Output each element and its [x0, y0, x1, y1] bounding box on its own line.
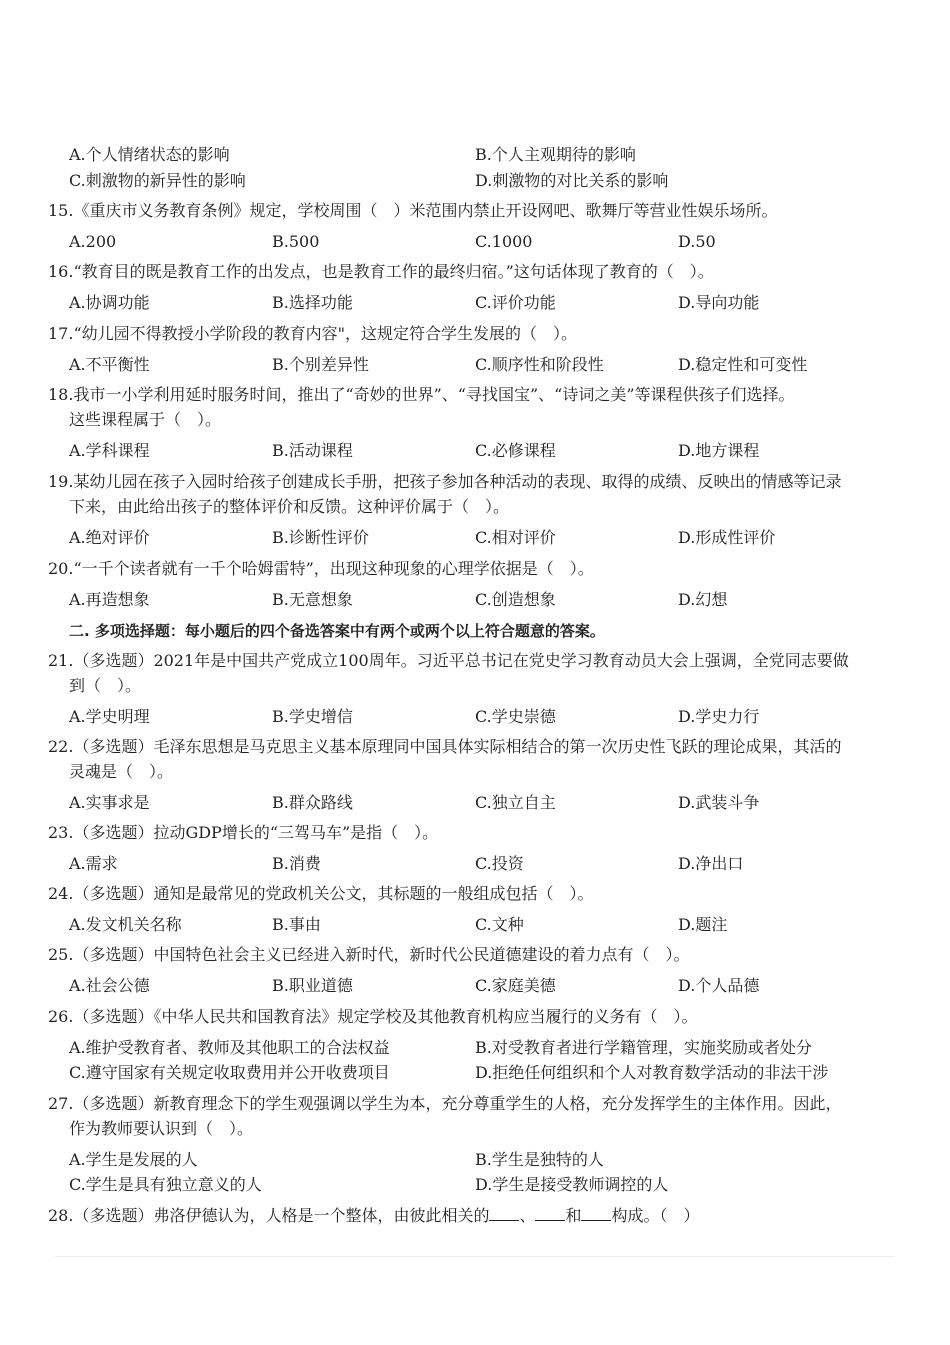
option-d: D.导向功能 — [678, 293, 760, 312]
question-26-options-row-1 — [69, 1036, 889, 1060]
option-c: C.必修课程 — [475, 441, 556, 460]
option-a: A.学史明理 — [69, 707, 150, 726]
blank-separator-2: 和 — [565, 1206, 582, 1225]
option-c: C.遵守国家有关规定收取费用并公开收费项目 — [69, 1063, 390, 1082]
option-b: B.个别差异性 — [272, 355, 369, 374]
option-c: C.顺序性和阶段性 — [475, 355, 604, 374]
option-a: A.200 — [69, 232, 117, 251]
option-b: B.消费 — [272, 854, 321, 873]
question-24-options — [69, 913, 889, 937]
question-21-continuation: 到（ ）。 — [69, 676, 142, 695]
option-a: A.社会公德 — [69, 976, 150, 995]
question-27: 27.（多选题）新教育理念下的学生观强调以学生为本，充分尊重学生的人格，充分发挥学生的主体作用。因此， — [48, 1094, 842, 1113]
option-d: D.拒绝任何组织和个人对教育数学活动的非法干涉 — [475, 1063, 829, 1082]
option-c: C.家庭美德 — [475, 976, 556, 995]
option-b: B.群众路线 — [272, 793, 353, 812]
question-19: 19.某幼儿园在孩子入园时给孩子创建成长手册，把孩子参加各种活动的表现、取得的成绩、反映出的情感等记录 — [48, 472, 842, 491]
question-16: 16.“教育目的既是教育工作的出发点，也是教育工作的最终归宿。”这句话体现了教育的（ ）。 — [48, 262, 714, 281]
question-28-text-part2: 构成。（ ） — [611, 1206, 700, 1225]
option-a: A.学生是发展的人 — [69, 1150, 198, 1169]
question-19-options — [69, 526, 889, 550]
fill-blank-2 — [535, 1204, 565, 1221]
option-a: A.个人情绪状态的影响 — [69, 145, 230, 164]
option-d: D.学史力行 — [678, 707, 760, 726]
option-b: B.无意想象 — [272, 590, 353, 609]
question-18-continuation: 这些课程属于（ ）。 — [69, 410, 222, 429]
option-c: C.投资 — [475, 854, 524, 873]
question-22-options — [69, 791, 889, 815]
question-25: 25.（多选题）中国特色社会主义已经进入新时代，新时代公民道德建设的着力点有（ ）。 — [48, 945, 690, 964]
prev-options-row-1 — [69, 143, 889, 167]
option-a: A.协调功能 — [69, 293, 150, 312]
option-c: C.独立自主 — [475, 793, 556, 812]
question-23: 23.（多选题）拉动GDP增长的“三驾马车”是指（ ）。 — [48, 823, 439, 842]
question-28 — [48, 1204, 888, 1228]
option-c: C.评价功能 — [475, 293, 556, 312]
question-15: 15.《重庆市义务教育条例》规定，学校周围（ ）米范围内禁止开设网吧、歌舞厅等营业性娱乐场所。 — [48, 201, 778, 220]
option-d: D.地方课程 — [678, 441, 760, 460]
blank-separator-1: 、 — [519, 1206, 536, 1225]
option-a: A.学科课程 — [69, 441, 150, 460]
question-17: 17.“幼儿园不得教授小学阶段的教育内容"，这规定符合学生发展的（ ）。 — [48, 324, 577, 343]
option-d: D.学生是接受教师调控的人 — [475, 1175, 669, 1194]
option-a: A.再造想象 — [69, 590, 150, 609]
option-b: B.事由 — [272, 915, 321, 934]
question-20: 20.“一千个读者就有一千个哈姆雷特”，出现这种现象的心理学依据是（ ）。 — [48, 559, 594, 578]
option-c: C.1000 — [475, 232, 533, 251]
option-a: A.需求 — [69, 854, 118, 873]
option-c: C.文种 — [475, 915, 524, 934]
question-15-options — [69, 230, 889, 254]
option-d: D.个人品德 — [678, 976, 760, 995]
question-26: 26.（多选题）《中华人民共和国教育法》规定学校及其他教育机构应当履行的义务有（ ）。 — [48, 1007, 698, 1026]
question-18-options — [69, 439, 889, 463]
option-d: D.武装斗争 — [678, 793, 760, 812]
option-d: D.幻想 — [678, 590, 728, 609]
question-27-options-row-2 — [69, 1173, 889, 1197]
option-d: D.稳定性和可变性 — [678, 355, 808, 374]
option-d: D.形成性评价 — [678, 528, 776, 547]
option-b: B.学史增信 — [272, 707, 353, 726]
fill-blank-3 — [581, 1204, 611, 1221]
option-b: B.职业道德 — [272, 976, 353, 995]
option-c: C.创造想象 — [475, 590, 556, 609]
option-c: C.学史崇德 — [475, 707, 556, 726]
option-b: B.500 — [272, 232, 320, 251]
footer-divider — [55, 1256, 895, 1257]
option-d: D.题注 — [678, 915, 728, 934]
question-26-options-row-2 — [69, 1061, 889, 1085]
prev-options-row-2 — [69, 169, 889, 193]
option-a: A.维护受教育者、教师及其他职工的合法权益 — [69, 1038, 390, 1057]
question-24: 24.（多选题）通知是最常见的党政机关公文，其标题的一般组成包括（ ）。 — [48, 884, 594, 903]
question-17-options — [69, 353, 889, 377]
question-27-continuation: 作为教师要认识到（ ）。 — [69, 1119, 254, 1138]
option-a: A.发文机关名称 — [69, 915, 182, 934]
option-b: B.诊断性评价 — [272, 528, 369, 547]
question-19-continuation: 下来，由此给出孩子的整体评价和反馈。这种评价属于（ ）。 — [69, 497, 510, 516]
question-23-options — [69, 852, 889, 876]
option-b: B.选择功能 — [272, 293, 353, 312]
option-c: C.刺激物的新异性的影响 — [69, 171, 246, 190]
option-b: B.对受教育者进行学籍管理，实施奖励或者处分 — [475, 1038, 812, 1057]
option-a: A.不平衡性 — [69, 355, 150, 374]
question-21: 21.（多选题）2021年是中国共产党成立100周年。习近平总书记在党史学习教育动员大会上强调，全党同志要做 — [48, 651, 849, 670]
fill-blank-1 — [489, 1204, 519, 1221]
section-title: 二. 多项选择题：每小题后的四个备选答案中有两个或两个以上符合题意的答案。 — [69, 622, 605, 640]
question-18: 18.我市一小学利用延时服务时间，推出了“奇妙的世界”、“寻找国宝”、“诗词之美”等课程供孩子们选择。 — [48, 385, 795, 404]
option-a: A.绝对评价 — [69, 528, 150, 547]
question-20-options — [69, 588, 889, 612]
option-b: B.学生是独特的人 — [475, 1150, 604, 1169]
option-c: C.相对评价 — [475, 528, 556, 547]
question-22-continuation: 灵魂是（ ）。 — [69, 762, 174, 781]
option-a: A.实事求是 — [69, 793, 150, 812]
question-21-options — [69, 705, 889, 729]
question-22: 22.（多选题）毛泽东思想是马克思主义基本原理同中国具体实际相结合的第一次历史性飞跃的理论成果，其活的 — [48, 737, 842, 756]
option-d: D.净出口 — [678, 854, 744, 873]
question-27-options-row-1 — [69, 1148, 889, 1172]
option-c: C.学生是具有独立意义的人 — [69, 1175, 262, 1194]
question-25-options — [69, 974, 889, 998]
option-b: B.活动课程 — [272, 441, 353, 460]
option-d: D.刺激物的对比关系的影响 — [475, 171, 669, 190]
question-16-options — [69, 291, 889, 315]
option-d: D.50 — [678, 232, 716, 251]
option-b: B.个人主观期待的影响 — [475, 145, 636, 164]
question-28-text-part1: 28.（多选题）弗洛伊德认为，人格是一个整体，由彼此相关的 — [48, 1206, 490, 1225]
